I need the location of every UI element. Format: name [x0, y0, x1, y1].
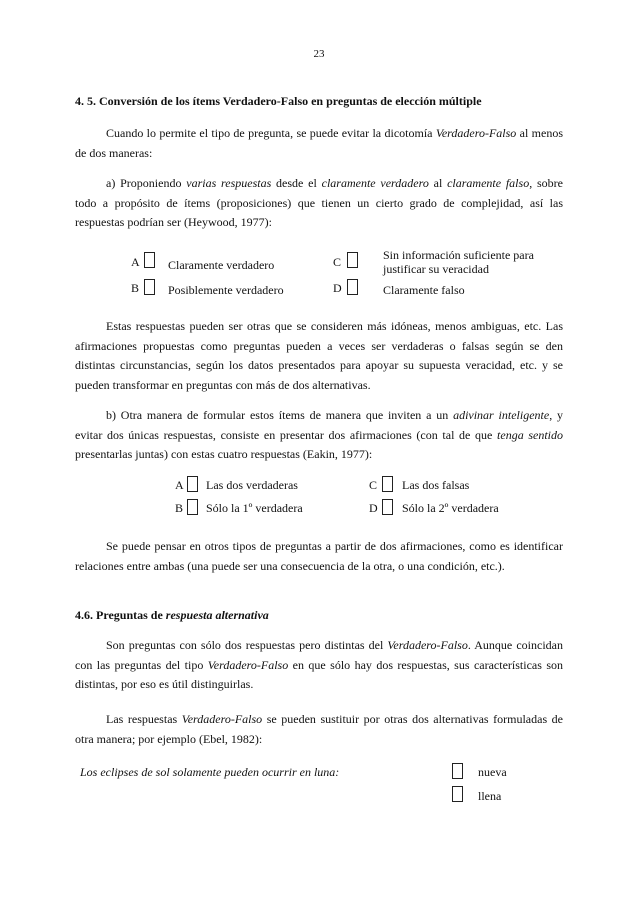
checkbox-icon: [382, 476, 393, 492]
section-heading-4-6: 4.6. Preguntas de respuesta alternativa: [75, 608, 269, 622]
option-letter: C: [333, 255, 342, 269]
paragraph-alternative-2: Las respuestas Verdadero-Falso se pueden sustituir por otras dos alternativas formuladas de otra manera; por ejemplo (Ebel, 1982):: [75, 712, 563, 746]
option-letter: B: [131, 281, 140, 295]
option-text: Las dos verdaderas: [206, 478, 298, 492]
paragraph-alternative-1: Son preguntas con sólo dos respuestas pero distintas del Verdadero-Falso. Aunque coincidan con las preguntas del tipo Verdadero-Falso en que sólo hay dos respuestas, sus características son distintas, por eso es útil distinguirlas.: [75, 638, 563, 692]
checkbox-icon: [144, 279, 155, 295]
checkbox-icon: [382, 499, 393, 515]
option-letter: B: [175, 501, 184, 515]
example-choice: llena: [478, 789, 502, 803]
option-text: Posiblemente verdadero: [168, 283, 284, 297]
paragraph-intro: Cuando lo permite el tipo de pregunta, se puede evitar la dicotomía Verdadero-Falso al menos de dos maneras:: [75, 126, 563, 160]
option-text: Sólo la 2º verdadera: [402, 501, 499, 515]
option-text: Sólo la 1º verdadera: [206, 501, 303, 515]
checkbox-icon: [347, 279, 358, 295]
option-letter: A: [175, 478, 184, 492]
checkbox-icon: [452, 763, 463, 779]
example-choice: nueva: [478, 765, 507, 779]
checkbox-icon: [144, 252, 155, 268]
paragraph-option-a: a) Proponiendo varias respuestas desde el claramente verdadero al claramente falso, sobre todo a propósito de ítems (proposiciones) que tienen un cierto grado de complejidad, así las respuestas podrían ser (Heywood, 1977):: [75, 176, 563, 230]
example-statement: Los eclipses de sol solamente pueden ocurrir en luna:: [80, 765, 340, 779]
option-text: Sin información suficiente para justificar su veracidad: [383, 248, 534, 276]
option-letter: D: [333, 281, 342, 295]
paragraph-after-options-b: Se puede pensar en otros tipos de preguntas a partir de dos afirmaciones, como es identificar relaciones entre ambas (una puede ser una consecuencia de la otra, o una condición, etc.).: [75, 539, 563, 573]
page-number: 23: [313, 48, 325, 60]
option-letter: A: [131, 255, 140, 269]
section-heading-4-5: 4. 5. Conversión de los ítems Verdadero-Falso en preguntas de elección múltiple: [75, 94, 482, 108]
checkbox-icon: [187, 476, 198, 492]
checkbox-icon: [187, 499, 198, 515]
paragraph-option-b: b) Otra manera de formular estos ítems de manera que inviten a un adivinar inteligente, y evitar dos únicas respuestas, consiste en presentar dos afirmaciones (con tal de que tenga sentido presentarlas juntas) con estas cuatro respuestas (Eakin, 1977):: [75, 408, 564, 462]
option-text: Las dos falsas: [402, 478, 470, 492]
option-text: Claramente falso: [383, 283, 465, 297]
checkbox-icon: [452, 786, 463, 802]
option-text: Claramente verdadero: [168, 258, 275, 272]
option-letter: D: [369, 501, 378, 515]
paragraph-after-options-a: Estas respuestas pueden ser otras que se consideren más idóneas, menos ambiguas, etc. Las afirmaciones propuestas como preguntas pueden a veces ser verdaderas o falsas según se den distintas circunstancias, según los datos presentados para apoyar su supuesta veracidad, etc. y se pueden transformar en preguntas con más de dos alternativas.: [75, 319, 563, 392]
checkbox-icon: [347, 252, 358, 268]
option-letter: C: [369, 478, 378, 492]
